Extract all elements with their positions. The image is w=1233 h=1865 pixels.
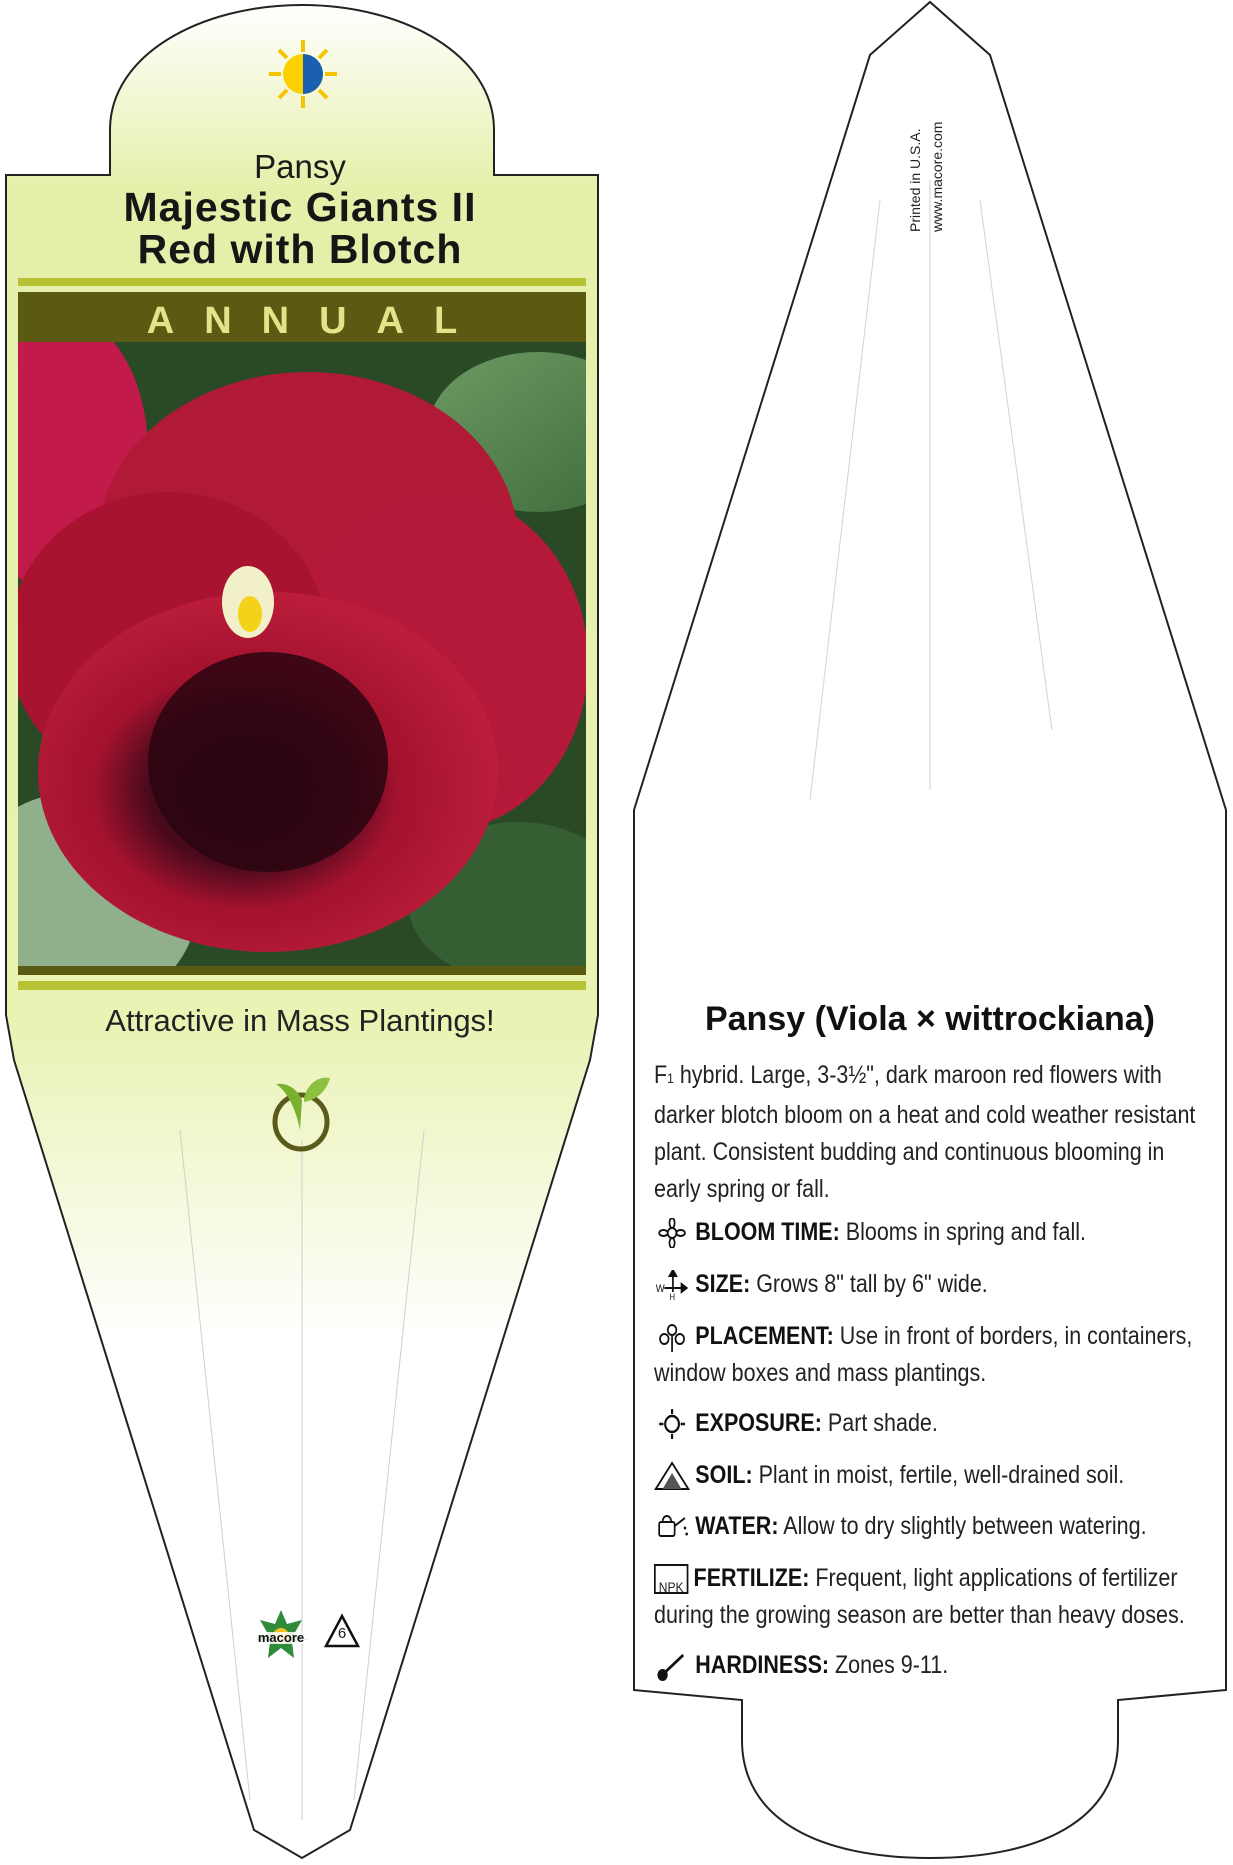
category-label: ANNUAL [146,300,488,342]
sprout-icon [268,1070,334,1152]
sun-partial-icon [267,38,339,110]
attr-exposure [654,1405,1222,1442]
attr-soil [654,1457,1222,1494]
attr-label: SIZE: [695,1270,751,1298]
npk-icon [654,1564,688,1594]
soil-icon [654,1461,690,1491]
attr-text: Use in front of borders, in containers, window boxes and mass plantings. [654,1322,1193,1387]
attr-size [654,1266,1222,1303]
attr-bloom-time [654,1214,1222,1251]
watering-can-icon [654,1512,690,1542]
attr-fertilize [654,1560,1222,1634]
attr-placement [654,1318,1222,1392]
common-name: Pansy [254,148,346,185]
printed-note: Printed in U.S.A. www.macore.com [907,121,945,232]
attr-text: Blooms in spring and fall. [839,1218,1086,1246]
attr-label: SOIL: [695,1461,753,1489]
attr-label: FERTILIZE: [693,1564,810,1592]
attr-hardiness [654,1647,1222,1684]
recycle-number: 6 [337,1625,347,1642]
attr-text: Grows 8" tall by 6" wide. [750,1270,988,1298]
attr-label: HARDINESS: [695,1651,830,1679]
size-icon [654,1270,690,1300]
recycle-icon [322,1612,362,1652]
attr-text: Part shade. [821,1409,938,1437]
attr-text: Plant in moist, fertile, well-drained soil. [752,1461,1125,1489]
attr-label: BLOOM TIME: [695,1218,840,1246]
macore-logo [246,1608,316,1664]
svg-text:H: H [669,1291,676,1301]
attr-label: WATER: [695,1512,779,1540]
exposure-icon [654,1409,690,1439]
attr-water [654,1508,1222,1545]
svg-text:macore: macore [257,1630,305,1645]
thermometer-icon [654,1651,690,1681]
description-subscript: 1 [667,1070,674,1086]
attr-text: Zones 9-11. [829,1651,949,1679]
placement-icon [654,1322,690,1352]
tagline: Attractive in Mass Plantings! [105,1003,495,1038]
description-text: hybrid. Large, 3-3½", dark maroon red flowers with darker blotch bloom on a heat and cold weather resistant plant. Consistent budding and continuous blooming in early spring or fall. [654,1061,1196,1203]
variety-name: Majestic Giants II Red with Blotch [123,184,477,272]
npk-text: NPK [658,1579,684,1596]
attr-text: Frequent, light applications of fertilizer during the growing season are better than heavy doses. [654,1564,1185,1629]
flower-icon [654,1218,690,1248]
attr-label: EXPOSURE: [695,1409,822,1437]
flower-photo [18,342,586,966]
back-title: Pansy (Viola × wittrockiana) [704,1000,1156,1038]
attr-label: PLACEMENT: [695,1322,834,1350]
description [654,1057,1213,1208]
svg-text:W: W [655,1283,665,1296]
description-prefix: F [654,1061,668,1089]
attr-text: Allow to dry slightly between watering. [778,1512,1147,1540]
